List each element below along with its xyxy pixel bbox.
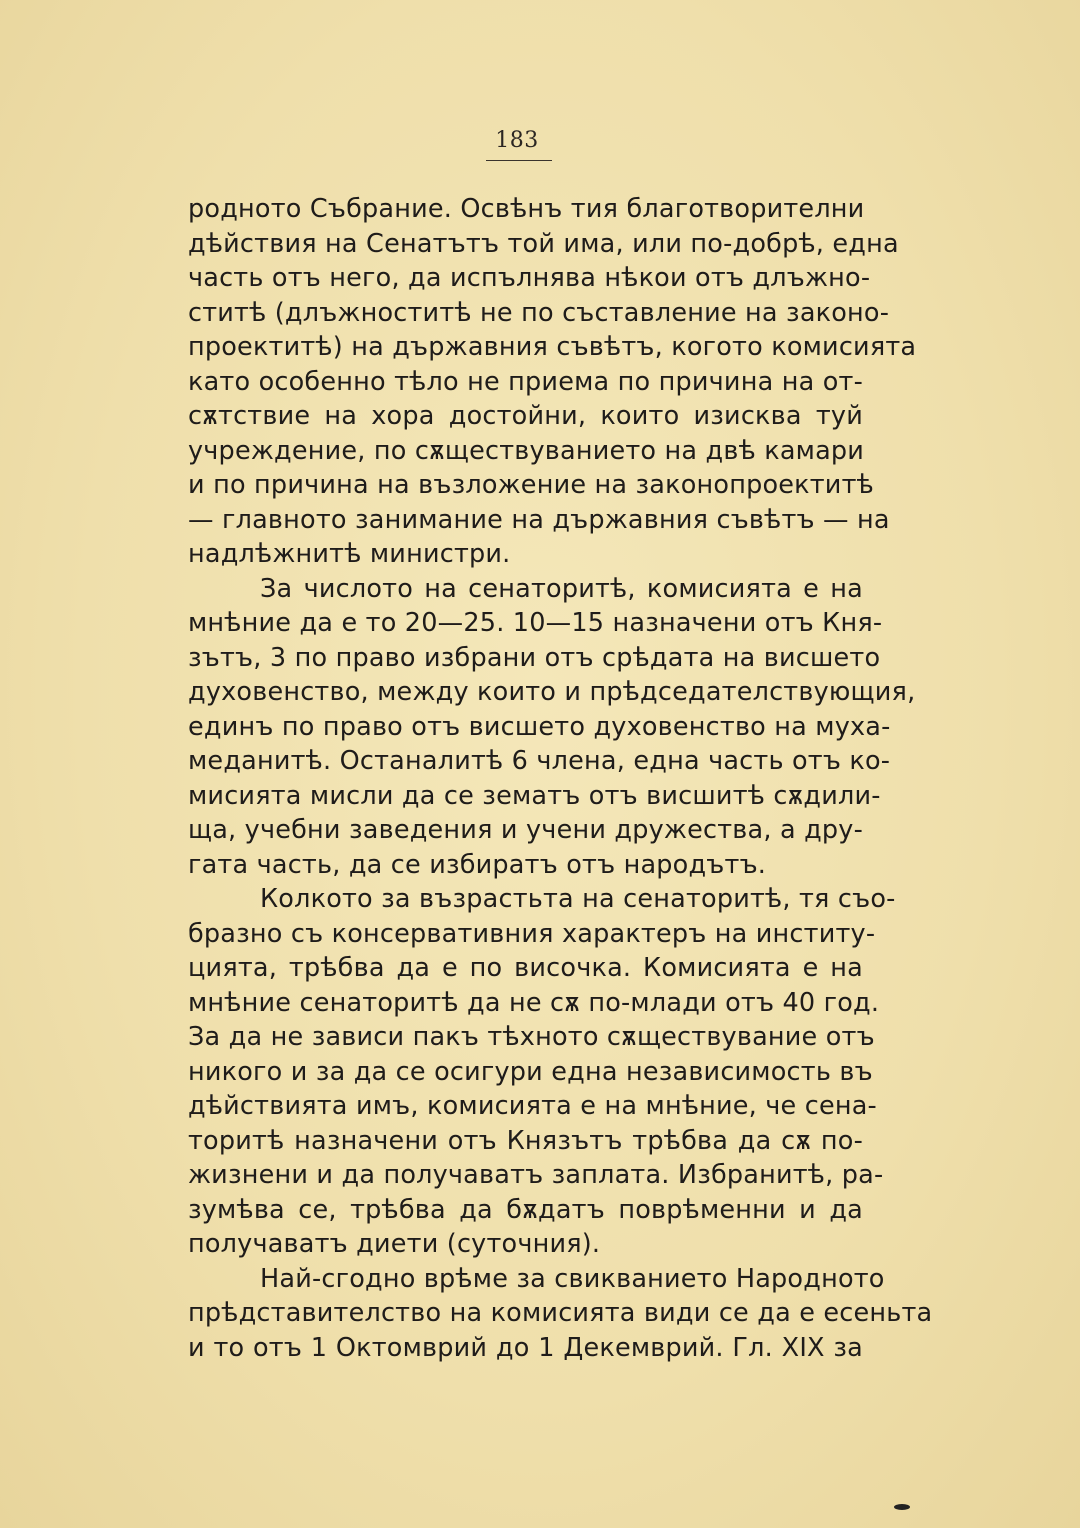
text-line: мисията мисли да се зематъ отъ висшитѣ сѫдили- xyxy=(188,780,881,811)
text-line: цията, трѣбва да е по височка. Комисията е на xyxy=(188,953,863,983)
text-line: никого и за да се осигури една независимость въ xyxy=(188,1056,873,1087)
text-line: меданитѣ. Останалитѣ 6 члена, една часть отъ ко- xyxy=(188,746,891,776)
text-line: Най-сгодно врѣме за свикванието Народното xyxy=(260,1263,885,1294)
text-line: дѣйствия на Сенатътъ той има, или по-добрѣ, една xyxy=(188,228,899,259)
text-line: — главното занимание на държавния съвѣтъ — на xyxy=(188,504,890,535)
page-number-rule xyxy=(486,160,552,161)
text-line: мнѣние да е то 20—25. 10—15 назначени отъ Кня- xyxy=(188,608,883,638)
text-line: торитѣ назначени отъ Князътъ трѣбва да сѫ по- xyxy=(188,1125,863,1156)
text-line: зумѣва се, трѣбва да бѫдатъ поврѣменни и да xyxy=(188,1194,863,1225)
text-line: гата часть, да се избиратъ отъ народътъ. xyxy=(188,849,767,880)
text-line: духовенство, между които и прѣдседателствующия, xyxy=(188,677,916,707)
text-line: зътъ, 3 по право избрани отъ срѣдата на висшето xyxy=(188,642,881,673)
text-line: ститѣ (длъжноститѣ не по съставление на законо- xyxy=(188,297,890,328)
text-line: прѣдставителство на комисията види се да е есеньта xyxy=(188,1298,933,1328)
text-line: За да не зависи пакъ тѣхното сѫществувание отъ xyxy=(188,1022,875,1052)
text-line: жизнени и да получаватъ заплата. Избранитѣ, ра- xyxy=(188,1160,884,1190)
text-line: родното Събрание. Освѣнъ тия благотворителни xyxy=(188,194,865,224)
text-line: и то отъ 1 Октомврий до 1 Декемврий. Гл. XIX за xyxy=(188,1332,863,1363)
text-line: учреждение, по сѫществуванието на двѣ камари xyxy=(188,435,865,466)
text-line: За числото на сенаторитѣ, комисията е на xyxy=(260,573,863,604)
text-line: единъ по право отъ висшето духовенство на муха- xyxy=(188,711,891,742)
body-text xyxy=(188,192,933,1365)
text-line: проектитѣ) на държавния съвѣтъ, когото комисията xyxy=(188,332,917,362)
ink-smudge-mark xyxy=(894,1504,910,1510)
text-line: дѣйствията имъ, комисията е на мнѣние, че сена- xyxy=(188,1091,877,1121)
text-line: и по причина на възложение на законопроектитѣ xyxy=(188,470,874,500)
text-line: Колкото за възрастьта на сенаторитѣ, тя съо- xyxy=(260,884,896,914)
text-line: часть отъ него, да испълнява нѣкои отъ длъжно- xyxy=(188,263,871,293)
text-line: надлѣжнитѣ министри. xyxy=(188,539,511,569)
text-line: ща, учебни заведения и учени дружества, а дру- xyxy=(188,815,863,845)
text-line: като особенно тѣло не приема по причина на от- xyxy=(188,366,863,397)
text-line: бразно съ консервативния характеръ на институ- xyxy=(188,918,876,949)
text-line: сѫтствие на хора достойни, които изисква туй xyxy=(188,401,863,431)
page-number: 183 xyxy=(495,128,539,153)
text-line: мнѣние сенаторитѣ да не сѫ по-млади отъ 40 год. xyxy=(188,987,880,1018)
text-line: получаватъ диети (суточния). xyxy=(188,1229,601,1259)
